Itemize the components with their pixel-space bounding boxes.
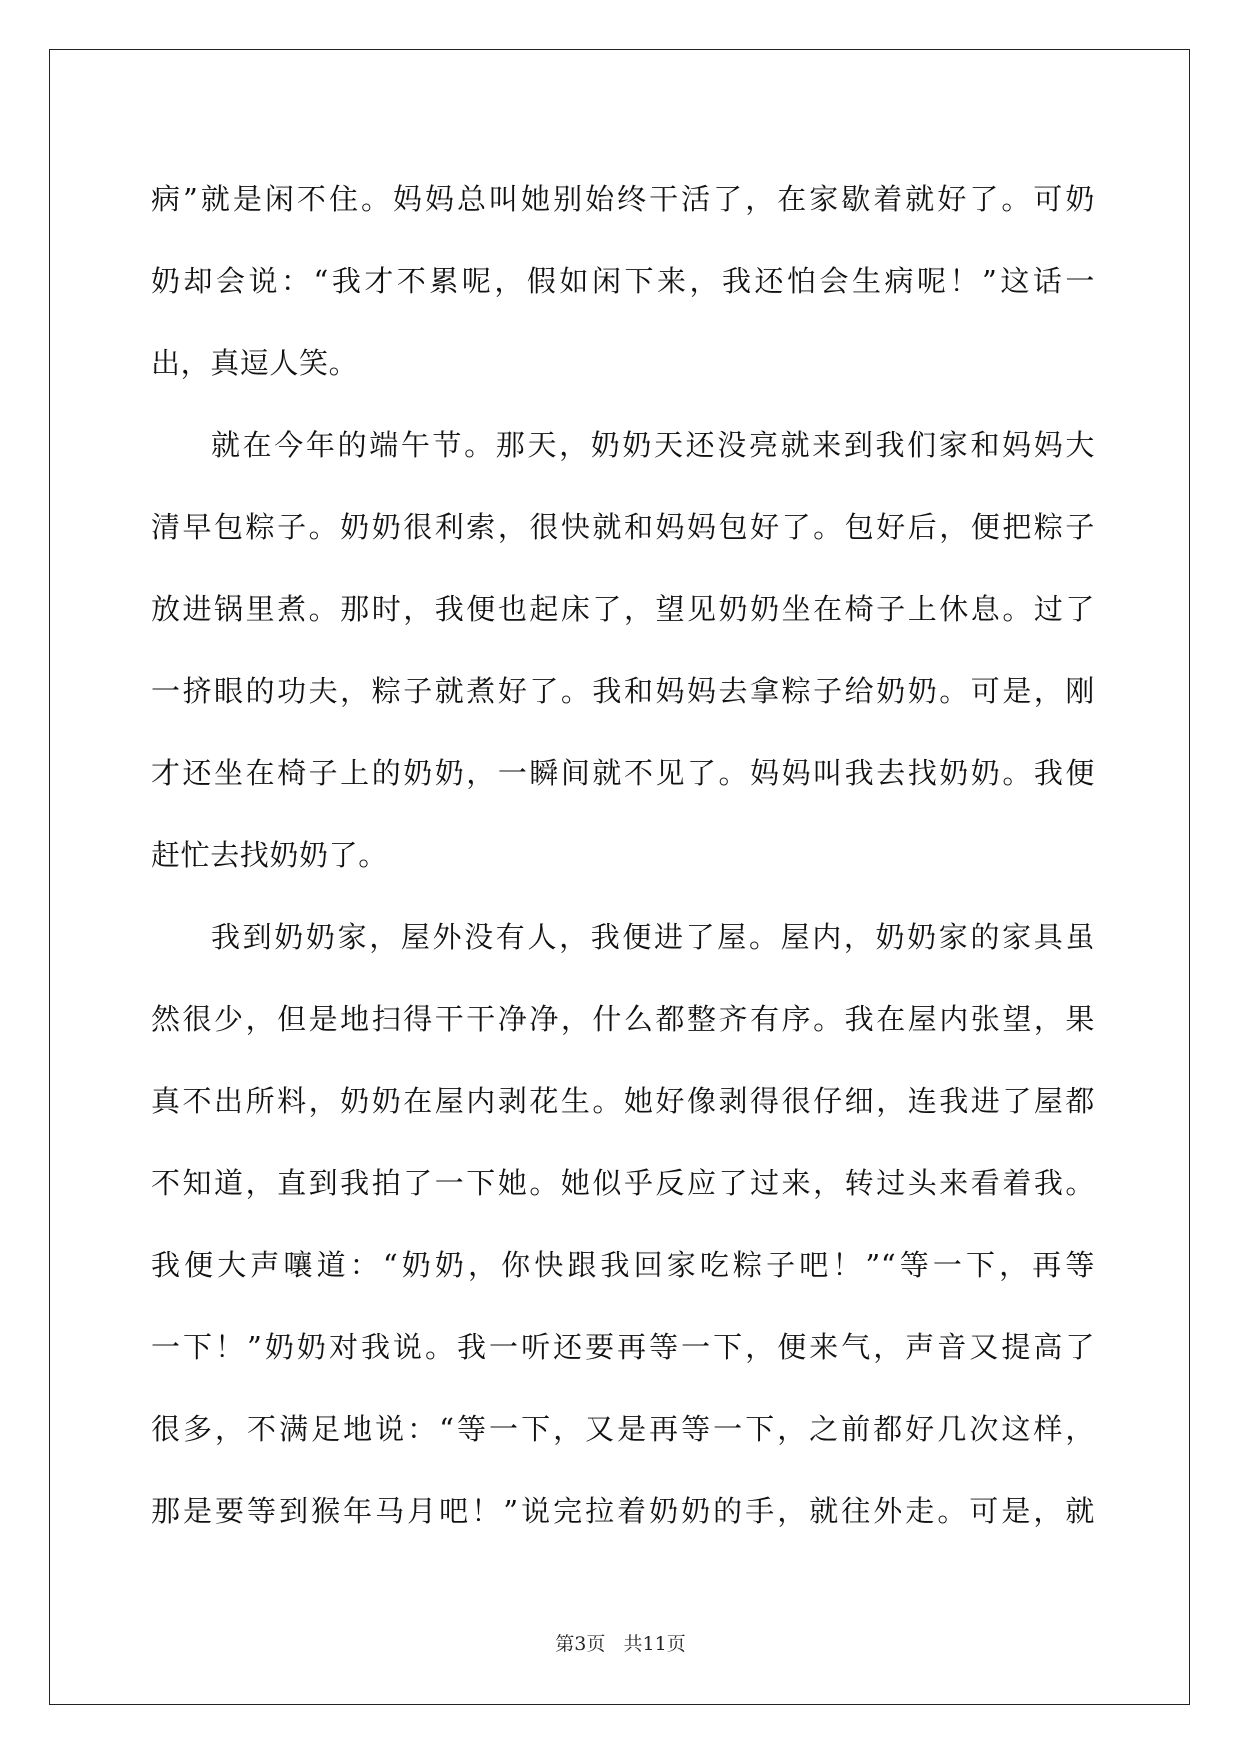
page-footer: [0, 1629, 1241, 1656]
paragraph-first-line: 就在今年的端午节。那天，奶奶天还没亮就来到我们家和妈妈大: [211, 428, 1095, 462]
text-line: 那是要等到猴年马月吧！”说完拉着奶奶的手，就往外走。可是，就: [151, 1494, 1095, 1528]
text-line: 奶却会说：“我才不累呢，假如闲下来，我还怕会生病呢！”这话一: [151, 264, 1095, 298]
page-number: 第3页: [555, 1633, 606, 1655]
text-line: 很多，不满足地说：“等一下，又是再等一下，之前都好几次这样，: [151, 1412, 1095, 1446]
text-line: 不知道，直到我拍了一下她。她似乎反应了过来，转过头来看着我。: [151, 1166, 1095, 1200]
text-line: 一下！”奶奶对我说。我一听还要再等一下，便来气，声音又提高了: [151, 1330, 1095, 1364]
text-line: 赶忙去找奶奶了。: [151, 838, 388, 872]
document-body: [151, 158, 1095, 1552]
text-line: 然很少，但是地扫得干干净净，什么都整齐有序。我在屋内张望，果: [151, 1002, 1095, 1036]
text-line: 清早包粽子。奶奶很利索，很快就和妈妈包好了。包好后，便把粽子: [151, 510, 1095, 544]
text-line: 病”就是闲不住。妈妈总叫她别始终干活了，在家歇着就好了。可奶: [151, 182, 1095, 216]
text-line: 真不出所料，奶奶在屋内剥花生。她好像剥得很仔细，连我进了屋都: [151, 1084, 1095, 1118]
text-line: 出，真逗人笑。: [151, 346, 359, 380]
text-line: 才还坐在椅子上的奶奶，一瞬间就不见了。妈妈叫我去找奶奶。我便: [151, 756, 1095, 790]
text-line: 我便大声嚷道：“奶奶，你快跟我回家吃粽子吧！”“等一下，再等: [151, 1248, 1095, 1282]
page-total: 共11页: [623, 1633, 686, 1655]
text-line: 放进锅里煮。那时，我便也起床了，望见奶奶坐在椅子上休息。过了: [151, 592, 1095, 626]
text-line: 一挤眼的功夫，粽子就煮好了。我和妈妈去拿粽子给奶奶。可是，刚: [151, 674, 1095, 708]
paragraph-first-line: 我到奶奶家，屋外没有人，我便进了屋。屋内，奶奶家的家具虽: [211, 920, 1095, 954]
